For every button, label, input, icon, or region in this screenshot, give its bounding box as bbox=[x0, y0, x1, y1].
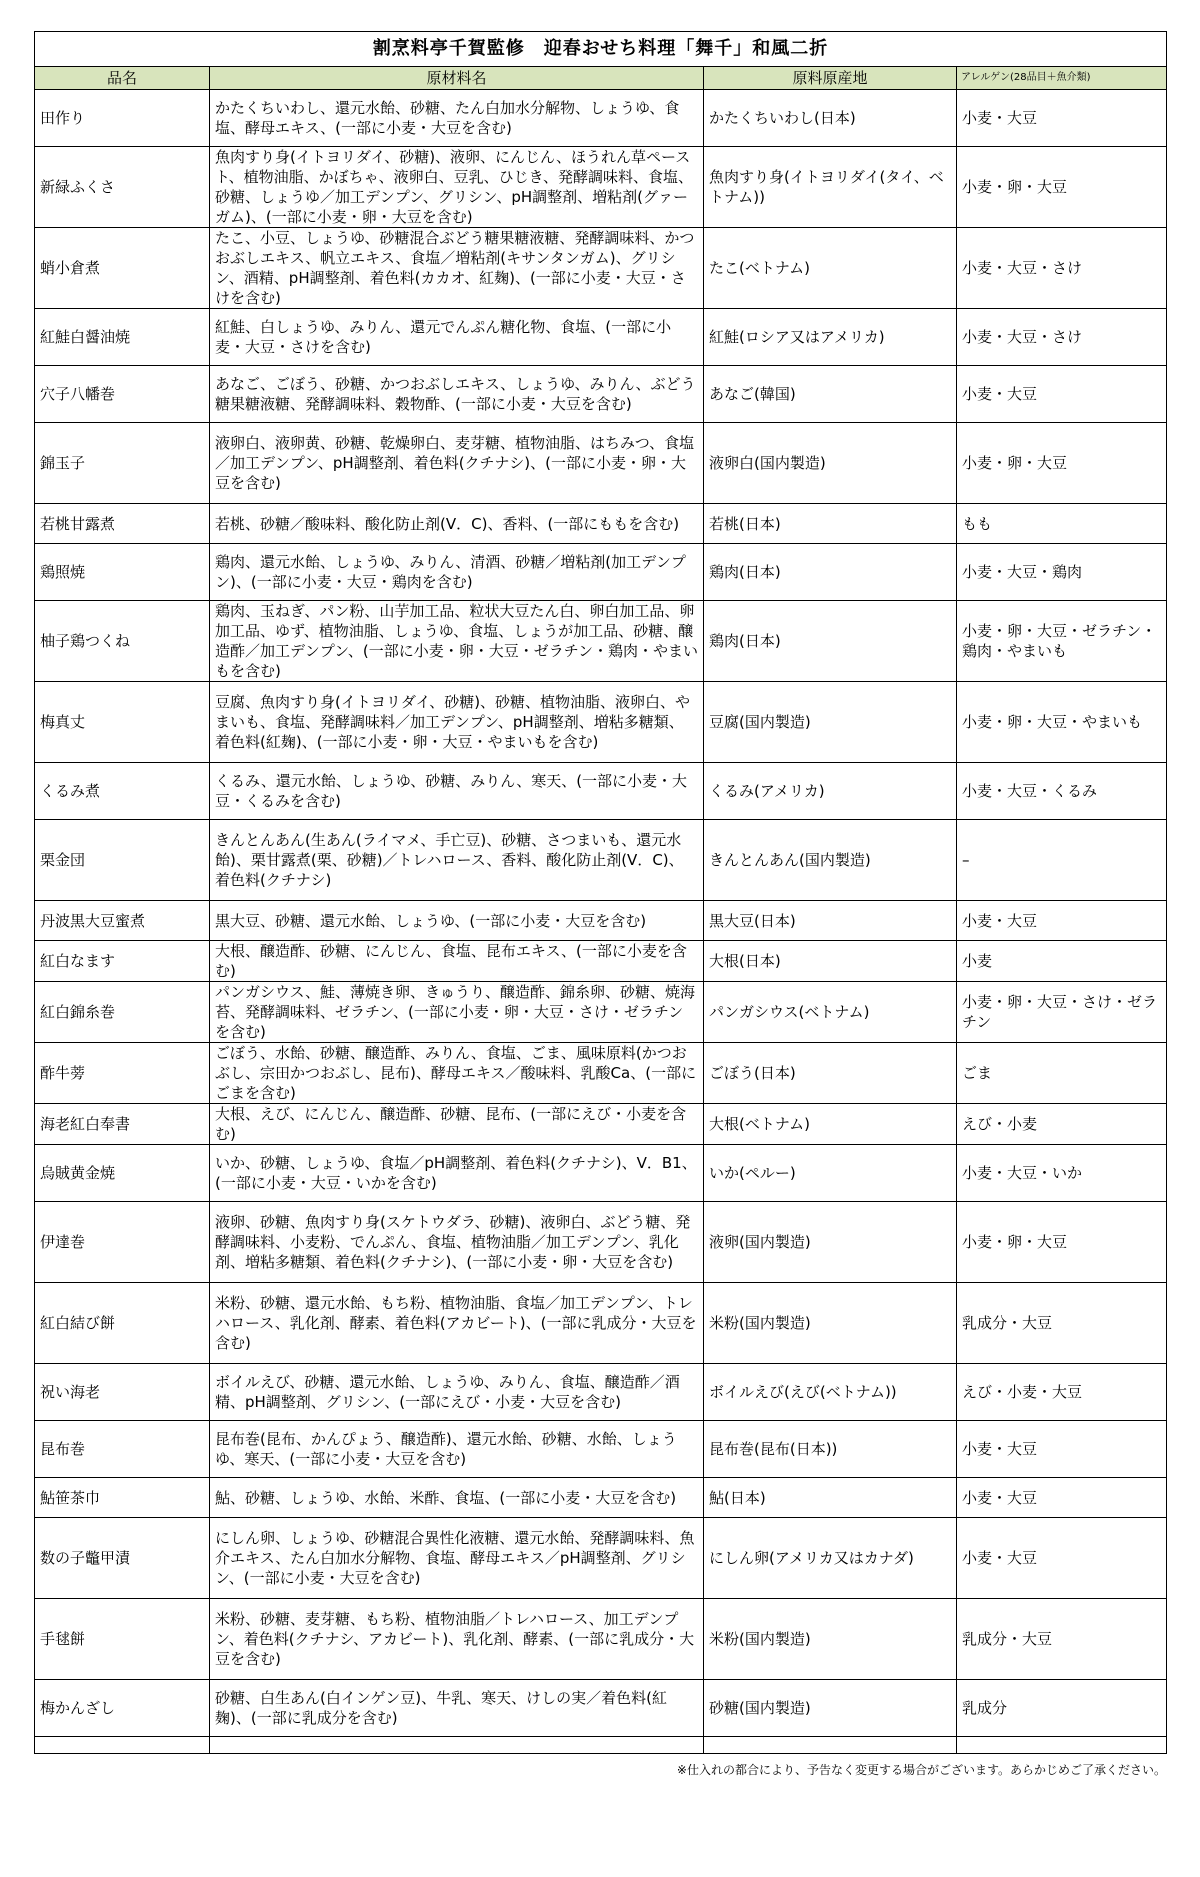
allergen-cell: 小麦・大豆 bbox=[957, 1518, 1167, 1599]
header-name: 品名 bbox=[35, 67, 210, 90]
table-row bbox=[35, 544, 1167, 601]
table-header-row bbox=[35, 67, 1167, 90]
allergen-cell: 小麦・大豆・さけ bbox=[957, 228, 1167, 309]
allergen-cell: 小麦・卵・大豆・ゼラチン・鶏肉・やまいも bbox=[957, 601, 1167, 682]
allergen-cell: 小麦・大豆・くるみ bbox=[957, 763, 1167, 820]
blank-cell bbox=[35, 1737, 210, 1754]
header-allergen: アレルゲン(28品目＋魚介類) bbox=[957, 67, 1167, 90]
name-cell: 栗金団 bbox=[35, 820, 210, 901]
name-cell: 穴子八幡巻 bbox=[35, 366, 210, 423]
name-cell: 酢牛蒡 bbox=[35, 1043, 210, 1104]
table-row bbox=[35, 982, 1167, 1043]
origin-cell: かたくちいわし(日本) bbox=[704, 90, 957, 147]
table-row bbox=[35, 228, 1167, 309]
name-cell: 田作り bbox=[35, 90, 210, 147]
table-row bbox=[35, 1202, 1167, 1283]
name-cell: 鶏照焼 bbox=[35, 544, 210, 601]
table-row bbox=[35, 1283, 1167, 1364]
ingredients-cell: 鮎、砂糖、しょうゆ、水飴、米酢、食塩、(一部に小麦・大豆を含む) bbox=[210, 1478, 704, 1518]
ingredients-cell: かたくちいわし、還元水飴、砂糖、たん白加水分解物、しょうゆ、食塩、酵母エキス、(一部に小麦・大豆を含む) bbox=[210, 90, 704, 147]
origin-cell: 砂糖(国内製造) bbox=[704, 1680, 957, 1737]
origin-cell: たこ(ベトナム) bbox=[704, 228, 957, 309]
name-cell: 錦玉子 bbox=[35, 423, 210, 504]
ingredients-cell: 魚肉すり身(イトヨリダイ、砂糖)、液卵、にんじん、ほうれん草ペースト、植物油脂、かぼちゃ、液卵白、豆乳、ひじき、発酵調味料、食塩、砂糖、しょうゆ／加工デンプン、グリシン、pH調整剤、増粘剤(グァーガム)、(一部に小麦・卵・大豆を含む) bbox=[210, 147, 704, 228]
table-row bbox=[35, 366, 1167, 423]
blank-cell bbox=[957, 1737, 1167, 1754]
origin-cell: 大根(ベトナム) bbox=[704, 1104, 957, 1145]
table-row bbox=[35, 1599, 1167, 1680]
ingredients-cell: ごぼう、水飴、砂糖、醸造酢、みりん、食塩、ごま、風味原料(かつおぶし、宗田かつおぶし、昆布)、酵母エキス／酸味料、乳酸Ca、(一部にごまを含む) bbox=[210, 1043, 704, 1104]
origin-cell: 鶏肉(日本) bbox=[704, 601, 957, 682]
ingredients-cell: 液卵、砂糖、魚肉すり身(スケトウダラ、砂糖)、液卵白、ぶどう糖、発酵調味料、小麦粉、でんぷん、食塩、植物油脂／加工デンプン、乳化剤、増粘多糖類、着色料(クチナシ)、(一部に小麦・卵・大豆を含む) bbox=[210, 1202, 704, 1283]
origin-cell: 米粉(国内製造) bbox=[704, 1599, 957, 1680]
name-cell: 手毬餅 bbox=[35, 1599, 210, 1680]
allergen-cell: 乳成分・大豆 bbox=[957, 1283, 1167, 1364]
ingredients-cell: たこ、小豆、しょうゆ、砂糖混合ぶどう糖果糖液糖、発酵調味料、かつおぶしエキス、帆立エキス、食塩／増粘剤(キサンタンガム)、グリシン、酒精、pH調整剤、着色料(カカオ、紅麹)、(一部に小麦・大豆・さけを含む) bbox=[210, 228, 704, 309]
name-cell: 海老紅白奉書 bbox=[35, 1104, 210, 1145]
allergen-cell: 小麦・大豆 bbox=[957, 901, 1167, 941]
origin-cell: パンガシウス(ベトナム) bbox=[704, 982, 957, 1043]
table-row bbox=[35, 763, 1167, 820]
origin-cell: 米粉(国内製造) bbox=[704, 1283, 957, 1364]
name-cell: 祝い海老 bbox=[35, 1364, 210, 1421]
name-cell: 柚子鶏つくね bbox=[35, 601, 210, 682]
origin-cell: 若桃(日本) bbox=[704, 504, 957, 544]
table-row bbox=[35, 504, 1167, 544]
table-row bbox=[35, 941, 1167, 982]
allergen-cell: えび・小麦・大豆 bbox=[957, 1364, 1167, 1421]
table-row bbox=[35, 1680, 1167, 1737]
ingredients-cell: いか、砂糖、しょうゆ、食塩／pH調整剤、着色料(クチナシ)、V．B1、(一部に小麦・大豆・いかを含む) bbox=[210, 1145, 704, 1202]
allergen-cell: えび・小麦 bbox=[957, 1104, 1167, 1145]
allergen-cell: 小麦・卵・大豆 bbox=[957, 423, 1167, 504]
ingredients-cell: 紅鮭、白しょうゆ、みりん、還元でんぷん糖化物、食塩、(一部に小麦・大豆・さけを含む) bbox=[210, 309, 704, 366]
ingredients-cell: ボイルえび、砂糖、還元水飴、しょうゆ、みりん、食塩、醸造酢／酒精、pH調整剤、グリシン、(一部にえび・小麦・大豆を含む) bbox=[210, 1364, 704, 1421]
ingredients-cell: 昆布巻(昆布、かんぴょう、醸造酢)、還元水飴、砂糖、水飴、しょうゆ、寒天、(一部に小麦・大豆を含む) bbox=[210, 1421, 704, 1478]
footnote: ※仕入れの都合により、予告なく変更する場合がございます。あらかじめご了承ください。 bbox=[676, 1763, 1166, 1777]
allergen-cell: 小麦・大豆・鶏肉 bbox=[957, 544, 1167, 601]
ingredients-cell: きんとんあん(生あん(ライマメ、手亡豆)、砂糖、さつまいも、還元水飴)、栗甘露煮(栗、砂糖)／トレハロース、香料、酸化防止剤(V．C)、着色料(クチナシ) bbox=[210, 820, 704, 901]
ingredients-cell: 鶏肉、還元水飴、しょうゆ、みりん、清酒、砂糖／増粘剤(加工デンプン)、(一部に小麦・大豆・鶏肉を含む) bbox=[210, 544, 704, 601]
name-cell: 新緑ふくさ bbox=[35, 147, 210, 228]
allergen-cell: ごま bbox=[957, 1043, 1167, 1104]
ingredients-cell: パンガシウス、鮭、薄焼き卵、きゅうり、醸造酢、錦糸卵、砂糖、焼海苔、発酵調味料、ゼラチン、(一部に小麦・卵・大豆・さけ・ゼラチンを含む) bbox=[210, 982, 704, 1043]
header-ingredients: 原材料名 bbox=[210, 67, 704, 90]
blank-cell bbox=[210, 1737, 704, 1754]
allergen-cell: 小麦・卵・大豆 bbox=[957, 1202, 1167, 1283]
ingredients-cell: 大根、醸造酢、砂糖、にんじん、食塩、昆布エキス、(一部に小麦を含む) bbox=[210, 941, 704, 982]
allergen-cell: 乳成分・大豆 bbox=[957, 1599, 1167, 1680]
origin-cell: 紅鮭(ロシア又はアメリカ) bbox=[704, 309, 957, 366]
table-row bbox=[35, 1104, 1167, 1145]
origin-cell: 昆布巻(昆布(日本)) bbox=[704, 1421, 957, 1478]
table-row bbox=[35, 1364, 1167, 1421]
origin-cell: 鶏肉(日本) bbox=[704, 544, 957, 601]
table-row bbox=[35, 1043, 1167, 1104]
table-row bbox=[35, 1421, 1167, 1478]
name-cell: 梅かんざし bbox=[35, 1680, 210, 1737]
name-cell: 紅鮭白醤油焼 bbox=[35, 309, 210, 366]
name-cell: 紅白錦糸巻 bbox=[35, 982, 210, 1043]
origin-cell: 大根(日本) bbox=[704, 941, 957, 982]
name-cell: 鮎笹茶巾 bbox=[35, 1478, 210, 1518]
origin-cell: ごぼう(日本) bbox=[704, 1043, 957, 1104]
ingredients-cell: 黒大豆、砂糖、還元水飴、しょうゆ、(一部に小麦・大豆を含む) bbox=[210, 901, 704, 941]
origin-cell: 黒大豆(日本) bbox=[704, 901, 957, 941]
table-row bbox=[35, 601, 1167, 682]
allergen-cell: – bbox=[957, 820, 1167, 901]
origin-cell: 豆腐(国内製造) bbox=[704, 682, 957, 763]
origin-cell: あなご(韓国) bbox=[704, 366, 957, 423]
ingredients-cell: にしん卵、しょうゆ、砂糖混合異性化液糖、還元水飴、発酵調味料、魚介エキス、たん白加水分解物、食塩、酵母エキス／pH調整剤、グリシン、(一部に小麦・大豆を含む) bbox=[210, 1518, 704, 1599]
ingredients-cell: 液卵白、液卵黄、砂糖、乾燥卵白、麦芽糖、植物油脂、はちみつ、食塩／加工デンプン、pH調整剤、着色料(クチナシ)、(一部に小麦・卵・大豆を含む) bbox=[210, 423, 704, 504]
blank-row bbox=[35, 1737, 1167, 1754]
ingredients-cell: 砂糖、白生あん(白インゲン豆)、牛乳、寒天、けしの実／着色料(紅麹)、(一部に乳成分を含む) bbox=[210, 1680, 704, 1737]
ingredients-table bbox=[34, 31, 1167, 1754]
table-row bbox=[35, 309, 1167, 366]
table-row bbox=[35, 423, 1167, 504]
name-cell: 数の子鼈甲漬 bbox=[35, 1518, 210, 1599]
allergen-cell: 小麦・大豆 bbox=[957, 1478, 1167, 1518]
allergen-cell: 小麦・大豆 bbox=[957, 90, 1167, 147]
ingredients-cell: 米粉、砂糖、麦芽糖、もち粉、植物油脂／トレハロース、加工デンプン、着色料(クチナシ、アカビート)、乳化剤、酵素、(一部に乳成分・大豆を含む) bbox=[210, 1599, 704, 1680]
allergen-cell: 小麦・卵・大豆 bbox=[957, 147, 1167, 228]
page-title: 割烹料亭千賀監修 迎春おせち料理「舞千」和風二折 bbox=[35, 32, 1167, 67]
table-row bbox=[35, 1145, 1167, 1202]
origin-cell: 液卵(国内製造) bbox=[704, 1202, 957, 1283]
origin-cell: きんとんあん(国内製造) bbox=[704, 820, 957, 901]
blank-cell bbox=[704, 1737, 957, 1754]
origin-cell: いか(ペルー) bbox=[704, 1145, 957, 1202]
name-cell: 丹波黒大豆蜜煮 bbox=[35, 901, 210, 941]
name-cell: 昆布巻 bbox=[35, 1421, 210, 1478]
allergen-cell: 小麦・大豆 bbox=[957, 1421, 1167, 1478]
origin-cell: くるみ(アメリカ) bbox=[704, 763, 957, 820]
table-row bbox=[35, 147, 1167, 228]
name-cell: 若桃甘露煮 bbox=[35, 504, 210, 544]
origin-cell: ボイルえび(えび(ベトナム)) bbox=[704, 1364, 957, 1421]
name-cell: 梅真丈 bbox=[35, 682, 210, 763]
table-row bbox=[35, 1478, 1167, 1518]
table-row bbox=[35, 90, 1167, 147]
allergen-cell: 小麦・大豆・さけ bbox=[957, 309, 1167, 366]
allergen-cell: 小麦・大豆・いか bbox=[957, 1145, 1167, 1202]
table-body bbox=[35, 90, 1167, 1737]
table-row bbox=[35, 1518, 1167, 1599]
name-cell: 烏賊黄金焼 bbox=[35, 1145, 210, 1202]
allergen-cell: もも bbox=[957, 504, 1167, 544]
allergen-cell: 小麦・卵・大豆・さけ・ゼラチン bbox=[957, 982, 1167, 1043]
name-cell: 蛸小倉煮 bbox=[35, 228, 210, 309]
table-row bbox=[35, 820, 1167, 901]
ingredients-cell: 豆腐、魚肉すり身(イトヨリダイ、砂糖)、砂糖、植物油脂、液卵白、やまいも、食塩、発酵調味料／加工デンプン、pH調整剤、増粘多糖類、着色料(紅麹)、(一部に小麦・卵・大豆・やまいもを含む) bbox=[210, 682, 704, 763]
origin-cell: にしん卵(アメリカ又はカナダ) bbox=[704, 1518, 957, 1599]
ingredients-cell: 大根、えび、にんじん、醸造酢、砂糖、昆布、(一部にえび・小麦を含む) bbox=[210, 1104, 704, 1145]
ingredients-cell: 鶏肉、玉ねぎ、パン粉、山芋加工品、粒状大豆たん白、卵白加工品、卵加工品、ゆず、植物油脂、しょうゆ、食塩、しょうが加工品、砂糖、醸造酢／加工デンプン、(一部に小麦・卵・大豆・ゼラチン・鶏肉・やまいもを含む) bbox=[210, 601, 704, 682]
header-origin: 原料原産地 bbox=[704, 67, 957, 90]
name-cell: くるみ煮 bbox=[35, 763, 210, 820]
name-cell: 紅白結び餅 bbox=[35, 1283, 210, 1364]
name-cell: 伊達巻 bbox=[35, 1202, 210, 1283]
origin-cell: 液卵白(国内製造) bbox=[704, 423, 957, 504]
name-cell: 紅白なます bbox=[35, 941, 210, 982]
allergen-cell: 小麦 bbox=[957, 941, 1167, 982]
ingredients-cell: 若桃、砂糖／酸味料、酸化防止剤(V．C)、香料、(一部にももを含む) bbox=[210, 504, 704, 544]
allergen-cell: 乳成分 bbox=[957, 1680, 1167, 1737]
origin-cell: 鮎(日本) bbox=[704, 1478, 957, 1518]
ingredients-cell: あなご、ごぼう、砂糖、かつおぶしエキス、しょうゆ、みりん、ぶどう糖果糖液糖、発酵調味料、穀物酢、(一部に小麦・大豆を含む) bbox=[210, 366, 704, 423]
allergen-cell: 小麦・大豆 bbox=[957, 366, 1167, 423]
ingredients-cell: くるみ、還元水飴、しょうゆ、砂糖、みりん、寒天、(一部に小麦・大豆・くるみを含む) bbox=[210, 763, 704, 820]
table-row bbox=[35, 901, 1167, 941]
table-row bbox=[35, 682, 1167, 763]
allergen-cell: 小麦・卵・大豆・やまいも bbox=[957, 682, 1167, 763]
origin-cell: 魚肉すり身(イトヨリダイ(タイ、ベトナム)) bbox=[704, 147, 957, 228]
ingredients-cell: 米粉、砂糖、還元水飴、もち粉、植物油脂、食塩／加工デンプン、トレハロース、乳化剤、酵素、着色料(アカビート)、(一部に乳成分・大豆を含む) bbox=[210, 1283, 704, 1364]
allergen-sheet bbox=[34, 31, 1166, 1777]
